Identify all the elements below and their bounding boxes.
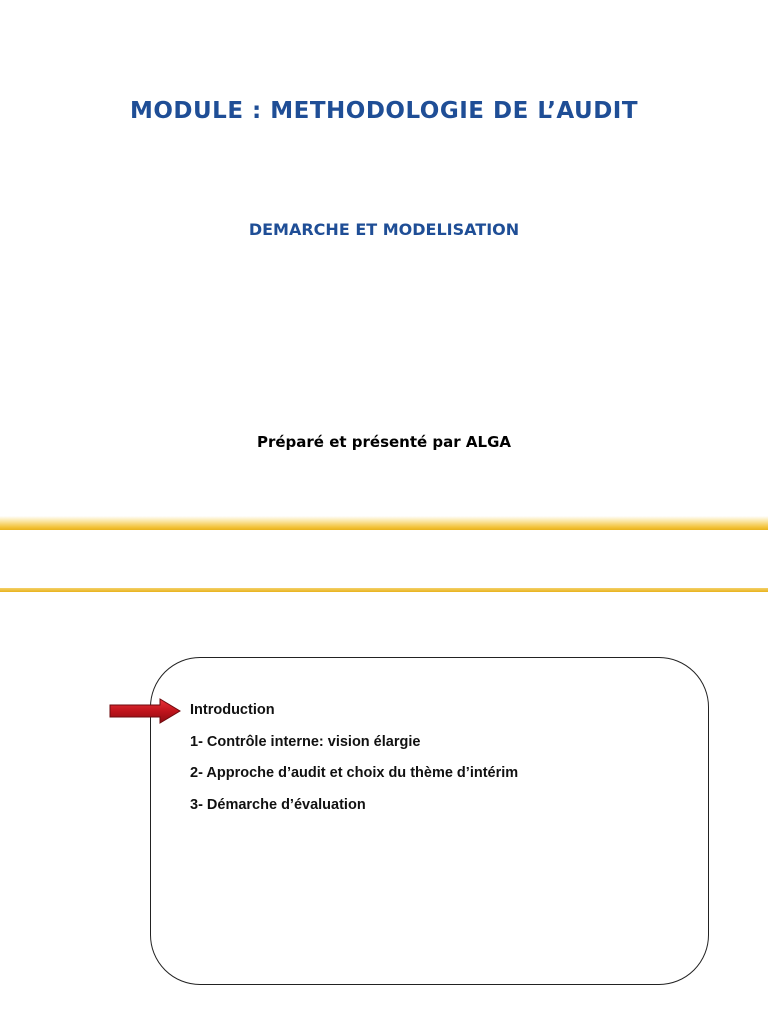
agenda-item-approche-audit: 2- Approche d’audit et choix du thème d’intérim xyxy=(190,765,519,781)
agenda-item-controle-interne: 1- Contrôle interne: vision élargie xyxy=(190,733,421,750)
right-arrow-icon xyxy=(108,698,182,724)
author-line: Préparé et présenté par ALGA xyxy=(256,433,511,451)
slide-title-heading: MODULE : METHODOLOGIE DE L’AUDIT xyxy=(129,98,639,124)
slide-agenda xyxy=(0,530,768,1024)
agenda-list xyxy=(190,700,518,826)
agenda-item-demarche-evaluation: 3- Démarche d’évaluation xyxy=(190,796,366,813)
gold-divider-line xyxy=(0,588,768,592)
agenda-item-introduction: Introduction xyxy=(190,702,275,718)
slide-subtitle: DEMARCHE ET MODELISATION xyxy=(248,220,520,239)
gold-divider-bar xyxy=(0,516,768,530)
